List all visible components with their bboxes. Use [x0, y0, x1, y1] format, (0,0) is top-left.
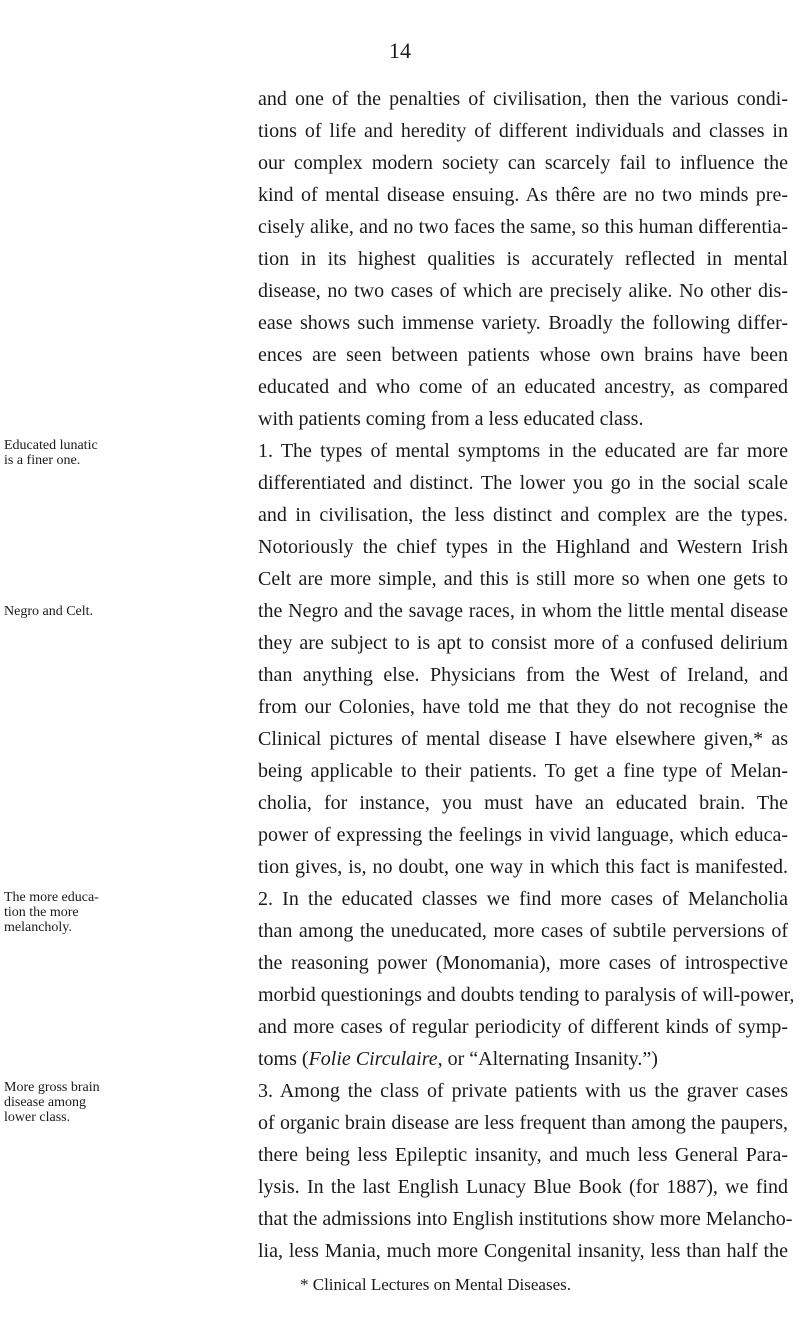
text-line: with patients coming from a less educated class.: [258, 408, 644, 430]
text-line: than anything else. Physicians from the West of Ireland, and: [258, 664, 788, 686]
text-line: Celt are more simple, and this is still more so when one gets to: [258, 568, 788, 590]
text-line: cisely alike, and no two faces the same, so this human differentia-: [258, 216, 788, 238]
text-line: toms (Folie Circulaire, or “Alternating Insanity.”): [258, 1048, 658, 1070]
text-line: differentiated and distinct. The lower you go in the social scale: [258, 472, 788, 494]
text-line: ences are seen between patients whose own brains have been: [258, 344, 788, 366]
text-line: than among the uneducated, more cases of subtile perversions of: [258, 920, 788, 942]
margin-note-line: tion the more: [4, 905, 79, 920]
margin-note-line: Negro and Celt.: [4, 604, 94, 619]
margin-note-line: disease among: [4, 1095, 87, 1110]
text-line: the reasoning power (Monomania), more cases of introspective: [258, 952, 788, 974]
text-line: of organic brain disease are less frequent than among the paupers,: [258, 1112, 788, 1134]
margin-note-gross-brain-disease: [4, 1080, 124, 1125]
margin-note-line: The more educa-: [4, 890, 99, 905]
text-line: Notoriously the chief types in the Highland and Western Irish: [258, 536, 788, 558]
text-line: that the admissions into English institutions show more Melancho-: [258, 1208, 793, 1230]
text-line: from our Colonies, have told me that they do not recognise the: [258, 696, 788, 718]
text-line: 3. Among the class of private patients with us the graver cases: [258, 1080, 788, 1102]
text-line: they are subject to is apt to consist more of a confused delirium: [258, 632, 788, 654]
margin-note-line: melancholy.: [4, 920, 72, 935]
text-line: our complex modern society can scarcely fail to influence the: [258, 152, 788, 174]
text-line: lysis. In the last English Lunacy Blue Book (for 1887), we find: [258, 1176, 788, 1198]
text-line: morbid questionings and doubts tending to paralysis of will-power,: [258, 984, 795, 1006]
text-line: the Negro and the savage races, in whom the little mental disease: [258, 600, 788, 622]
text-line: cholia, for instance, you must have an educated brain. The: [258, 792, 788, 814]
text-line: Clinical pictures of mental disease I have elsewhere given,* as: [258, 728, 788, 750]
text-line: tion in its highest qualities is accurately reflected in mental: [258, 248, 788, 270]
margin-note-educated-lunatic: [4, 438, 124, 468]
text-line: kind of mental disease ensuing. As thêre are no two minds pre-: [258, 184, 788, 206]
text-line: 1. The types of mental symptoms in the educated are far more: [258, 440, 788, 462]
text-line: disease, no two cases of which are precisely alike. No other dis-: [258, 280, 788, 302]
margin-note-line: is a finer one.: [4, 453, 81, 468]
text-line: and more cases of regular periodicity of different kinds of symp-: [258, 1016, 788, 1038]
footnote: * Clinical Lectures on Mental Diseases.: [300, 1275, 571, 1294]
margin-note-educated-melancholy: [4, 890, 124, 935]
text-line: power of expressing the feelings in vivid language, which educa-: [258, 824, 788, 846]
margin-note-line: Educated lunatic: [4, 438, 98, 453]
text-line: being applicable to their patients. To get a fine type of Melan-: [258, 760, 788, 782]
text-line: educated and who come of an educated ancestry, as compared: [258, 376, 788, 398]
margin-note-negro-celt: [4, 604, 124, 619]
text-line: tions of life and heredity of different individuals and classes in: [258, 120, 788, 142]
text-line: and in civilisation, the less distinct and complex are the types.: [258, 504, 788, 526]
margin-note-line: More gross brain: [4, 1080, 100, 1095]
margin-note-line: lower class.: [4, 1110, 71, 1125]
text-line: lia, less Mania, much more Congenital insanity, less than half the: [258, 1240, 788, 1262]
text-line: and one of the penalties of civilisation, then the various condi-: [258, 88, 788, 110]
text-line: there being less Epileptic insanity, and much less General Para-: [258, 1144, 788, 1166]
text-line: tion gives, is, no doubt, one way in which this fact is manifested.: [258, 856, 788, 878]
page-number: 14: [389, 38, 411, 63]
text-line: ease shows such immense variety. Broadly the following differ-: [258, 312, 788, 334]
text-line: 2. In the educated classes we find more cases of Melancholia: [258, 888, 788, 910]
